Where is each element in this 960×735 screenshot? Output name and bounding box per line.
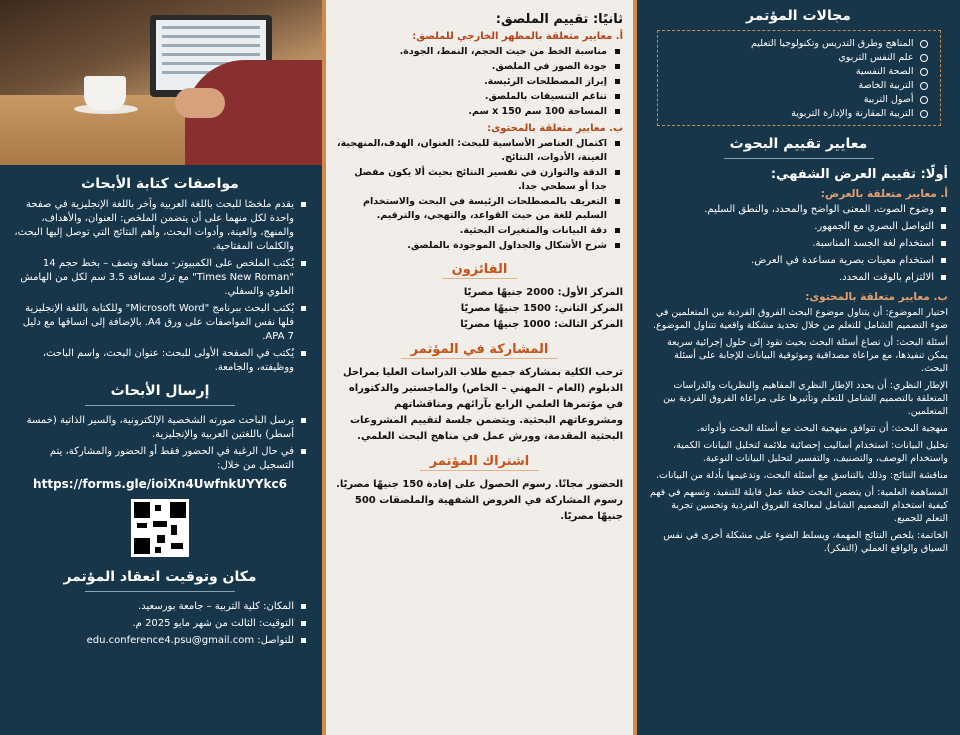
list-item: علم النفس التربوي <box>668 51 930 65</box>
list-item: أسئلة البحث: أن تصاغ أسئلة البحث بحيث تقود إلى حلول إجرائية سريعة يمكن تنفيذها، مع مراعاة مصداقية وموثوقية البيانات للإجابة على أسئلة البحث. <box>667 337 948 374</box>
list-item: يُكتب البحث ببرنامج "Microsoft Word" وللكتابة باللغة الإنجليزية فلها نفس المواصفات على ورق A4. بالإضافة إلى اتساقها مع دليل APA 7. <box>12 302 308 344</box>
oral-presentation-title: أ. معايير متعلقة بالعرض: <box>820 188 948 200</box>
list-item: الالتزام بالوقت المحدد. <box>649 271 948 285</box>
winners-title: الفائزون <box>336 261 623 279</box>
right-column <box>637 0 960 735</box>
list-item: الإطار النظري: أن يحدد الإطار النظري المفاهيم والنظريات والدراسات المتعلقة بالتصميم الشامل للتعلم وتأثيرها على مراعاة الفروق الفردية بين المتعلمين. <box>663 380 948 417</box>
prize-second: المركز الثاني: 1500 جنيهًا مصريًا <box>460 303 623 314</box>
participation-title: المشاركة في المؤتمر <box>336 341 623 359</box>
list-item: الدقة والتوازن في تفسير النتائج بحيث ألا يكون مفصل جدا أو سطحي جدا. <box>336 166 623 194</box>
poster-eval-title: ثانيًا: تقييم الملصق: <box>495 12 623 27</box>
oral-content-title: ب. معايير متعلقة بالمحتوى: <box>805 291 948 303</box>
list-item: اكتمال العناصر الأساسية للبحث: العنوان، الهدف،المنهجية، العينة، الأدوات، النتائج. <box>336 137 623 165</box>
list-item: يُكتب في الصفحة الأولى للبحث: عنوان البحث، واسم الباحث، ووظيفته، والجامعة. <box>12 347 308 375</box>
list-item: الخاتمة: يلخص النتائج المهمة، ويسلط الضوء على مشكلة أخرى في نفس السياق والواقع العملي (التفكر). <box>663 530 948 554</box>
send-title: إرسال الأبحاث <box>110 383 210 399</box>
list-item: يرسل الباحث صورته الشخصية الإلكترونية، والسير الذاتية (خمسة أسطر) باللغتين العربية والإنجليزية. <box>12 414 308 442</box>
list-item: مناسبة الخط من حيث الحجم، النمط، الجودة. <box>336 45 623 59</box>
venue-title: مكان وتوقيت انعقاد المؤتمر <box>63 569 257 585</box>
list-item: التربية الخاصة <box>668 79 930 93</box>
specs-list <box>12 198 308 375</box>
list-item: إبراز المصطلحات الرئيسة. <box>336 75 623 89</box>
divider <box>85 591 235 592</box>
list-item: أصول التربية <box>668 93 930 107</box>
list-item: اختيار الموضوع: أن يتناول موضوع البحث الفروق الفردية بين المتعلمين في ضوء التصميم الشامل للتعلم من خلال تحديد مشكلة واقعية تتناول الموضوع. <box>653 307 948 331</box>
poster-appearance-title: أ. معايير متعلقة بالمظهر الخارجي للملصق: <box>412 31 623 42</box>
list-item: الصحة النفسية <box>668 65 930 79</box>
prize-third: المركز الثالث: 1000 جنيهًا مصريًا <box>460 319 623 330</box>
list-item: استخدام لغة الجسد المناسبة. <box>649 237 948 251</box>
criteria-title: معايير تقييم البحوث <box>729 136 868 152</box>
list-item: المساهمة العلمية: أن يتضمن البحث خطة عمل قابلة للتنفيذ، وتسهم في فهم كيفية استخدام التصميم الشامل لمعالجة الفروق الفردية وتحسين تجربة التعلم للجميع. <box>649 487 948 524</box>
list-item: يُكتب الملخص على الكمبيوتر- مسافة ونصف – بخط حجم 14 "Times New Roman" مع ترك مسافة 3.5 سم لكل من الهامش العلوي والسفلي. <box>12 257 308 299</box>
participation-text: ترحب الكلية بمشاركة جميع طلاب الدراسات العليا بمراحل الدبلوم (العام – المهني – الخاص) والماجستير والدكتوراه في مؤتمرها العلمي الرابع بآرائهم ومناقشاتهم ومشروعاتهم البحثية. ويتضمن جلسة لتقييم المشروعات البحثية المقدمة، وورش عمل في مناهج البحث العلمي. <box>342 367 623 442</box>
oral-presentation-list <box>649 203 948 285</box>
list-item: منهجية البحث: أن تتوافق منهجية البحث مع أسئلة البحث وأدواته. <box>696 423 948 434</box>
list-item: التربية المقارنة والإدارة التربوية <box>668 107 930 121</box>
list-item: التوقيت: الثالث من شهر مايو 2025 م. <box>12 617 308 631</box>
left-column <box>0 0 322 735</box>
fees-title: اشتراك المؤتمر <box>336 453 623 471</box>
poster-content-list <box>336 137 623 253</box>
specs-title: مواصفات كتابة الأبحاث <box>81 176 239 192</box>
list-item: المناهج وطرق التدريس وتكنولوجيا التعليم <box>668 37 930 51</box>
contact-email[interactable]: للتواصل: edu.conference4.psu@gmail.com <box>12 634 308 648</box>
list-item: جودة الصور في الملصق. <box>336 60 623 74</box>
list-item: استخدام معينات بصرية مساعدة في العرض. <box>649 254 948 268</box>
divider <box>724 158 874 159</box>
prize-first: المركز الأول: 2000 جنيهًا مصريًا <box>463 287 623 298</box>
fields-box <box>657 30 941 126</box>
list-item: المكان: كلية التربية – جامعة بورسعيد. <box>12 600 308 614</box>
oral-content-list <box>649 306 948 555</box>
divider <box>85 405 235 406</box>
oral-eval-title: أولًا: تقييم العرض الشفهي: <box>770 167 948 182</box>
send-list <box>12 414 308 473</box>
laptop-coffee-photo <box>0 0 322 165</box>
fees-text: الحضور مجانًا. رسوم الحصول على إفادة 150 جنيهًا مصريًا. رسوم المشاركة في العروض الشفهية والملصقات 500 جنيهًا مصريًا. <box>336 479 623 522</box>
registration-link[interactable]: https://forms.gle/ioiXn4UwfnkUYYkc6 <box>33 477 287 491</box>
list-item: يقدم ملخصًا للبحث باللغة العربية وآخر باللغة الإنجليزية في صفحة واحدة لكل منهما على أن يتضمن الملخص: العنوان، والأهداف، والمنهج، والعينة، وأدوات البحث، وأهم النتائج التي توصل إليها البحث، والكلمات المفتاحية. <box>12 198 308 254</box>
venue-list <box>12 600 308 648</box>
list-item: دقة البيانات والمتغيرات البحثية. <box>336 224 623 238</box>
list-item: المساحة 100 سم x 150 سم. <box>336 105 623 119</box>
list-item: وضوح الصوت، المعنى الواضح والمحدد، والنطق السليم. <box>649 203 948 217</box>
list-item: التعريف بالمصطلحات الرئيسة في البحث والاستخدام السليم للغة من حيث القواعد، والتهجي، والترقيم. <box>336 195 623 223</box>
poster-content-title: ب. معايير متعلقة بالمحتوى: <box>487 123 623 134</box>
qr-code-icon[interactable] <box>131 499 189 557</box>
fields-title: مجالات المؤتمر <box>746 8 851 24</box>
middle-column <box>322 0 637 735</box>
list-item: شرح الأشكال والجداول الموجودة بالملصق. <box>336 239 623 253</box>
poster-appearance-list <box>336 45 623 119</box>
list-item: تحليل البيانات: استخدام أساليب إحصائية ملائمة لتحليل البيانات الكمية، واستخدام الوصف، والتصنيف، والتفسير لتحليل البيانات النوعية. <box>673 440 948 464</box>
list-item: في حال الرغبة في الحضور فقط أو الحضور والمشاركة، يتم التسجيل من خلال: <box>12 445 308 473</box>
fields-list <box>668 37 930 121</box>
list-item: تناغم التنسيقات بالملصق. <box>336 90 623 104</box>
list-item: التواصل البصري مع الجمهور. <box>649 220 948 234</box>
list-item: مناقشة النتائج: وذلك بالتناسق مع أسئلة البحث، وتدعيمها بأدلة من البيانات. <box>656 470 948 481</box>
